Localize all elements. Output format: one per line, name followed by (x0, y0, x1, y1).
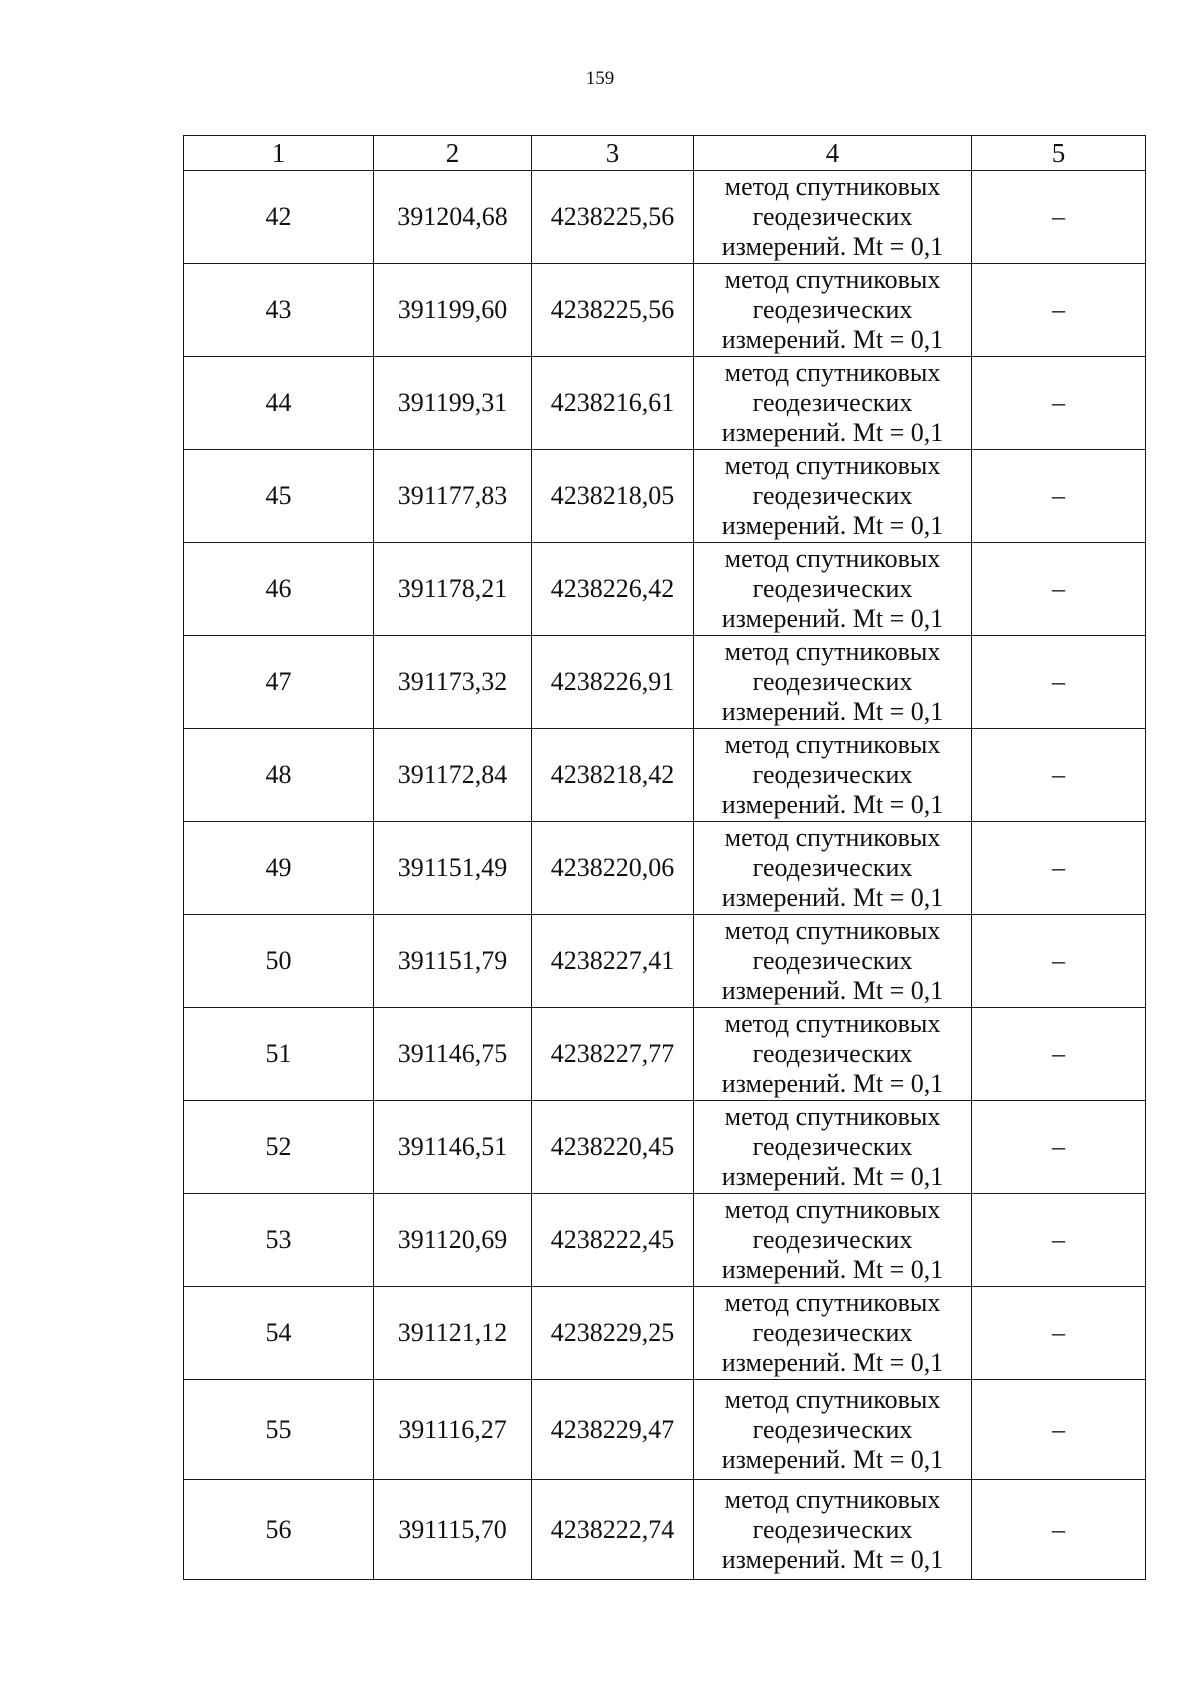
method-line: измерений. Mt = 0,1 (721, 1348, 944, 1377)
point-number-cell: 49 (184, 822, 374, 915)
method-cell (694, 357, 972, 450)
method-line: метод спутниковых (724, 451, 941, 480)
method-line: метод спутниковых (724, 637, 941, 666)
point-number-cell: 44 (184, 357, 374, 450)
x-coordinate-cell: 391177,83 (374, 450, 532, 543)
method-line: геодезических (752, 1514, 913, 1544)
method-line: метод спутниковых (724, 1102, 941, 1131)
description-cell: – (972, 264, 1146, 357)
point-number-cell: 54 (184, 1287, 374, 1380)
point-number-cell: 46 (184, 543, 374, 636)
method-cell (694, 171, 972, 264)
point-number-cell: 52 (184, 1101, 374, 1194)
y-coordinate-cell: 4238220,45 (532, 1101, 694, 1194)
y-coordinate-cell: 4238222,74 (532, 1480, 694, 1580)
x-coordinate-cell: 391151,79 (374, 915, 532, 1008)
table-row (184, 264, 1146, 357)
method-line: метод спутниковых (724, 265, 941, 294)
method-line: измерений. Mt = 0,1 (721, 604, 944, 633)
column-header-4: 4 (694, 136, 972, 171)
point-number-cell: 53 (184, 1194, 374, 1287)
method-line: геодезических (752, 1039, 913, 1068)
table-body (184, 171, 1146, 1580)
x-coordinate-cell: 391173,32 (374, 636, 532, 729)
method-line: метод спутниковых (724, 916, 941, 945)
description-cell: – (972, 822, 1146, 915)
method-line: геодезических (752, 388, 913, 417)
method-line: метод спутниковых (724, 1195, 941, 1224)
method-cell (694, 1101, 972, 1194)
table-row (184, 915, 1146, 1008)
method-line: измерений. Mt = 0,1 (721, 883, 944, 912)
coordinates-table (183, 135, 1146, 1580)
method-cell (694, 264, 972, 357)
point-number-cell: 45 (184, 450, 374, 543)
y-coordinate-cell: 4238222,45 (532, 1194, 694, 1287)
point-number-cell: 50 (184, 915, 374, 1008)
x-coordinate-cell: 391120,69 (374, 1194, 532, 1287)
y-coordinate-cell: 4238220,06 (532, 822, 694, 915)
table-row (184, 729, 1146, 822)
table-row (184, 822, 1146, 915)
point-number-cell: 55 (184, 1380, 374, 1480)
table-row (184, 450, 1146, 543)
point-number-cell: 47 (184, 636, 374, 729)
method-line: геодезических (752, 1414, 913, 1444)
method-line: измерений. Mt = 0,1 (721, 1069, 944, 1098)
method-line: геодезических (752, 574, 913, 603)
description-cell: – (972, 1194, 1146, 1287)
y-coordinate-cell: 4238218,05 (532, 450, 694, 543)
y-coordinate-cell: 4238229,25 (532, 1287, 694, 1380)
method-line: метод спутниковых (724, 1288, 941, 1317)
y-coordinate-cell: 4238218,42 (532, 729, 694, 822)
description-cell: – (972, 1380, 1146, 1480)
method-cell (694, 1194, 972, 1287)
description-cell: – (972, 1480, 1146, 1580)
description-cell: – (972, 1287, 1146, 1380)
x-coordinate-cell: 391199,60 (374, 264, 532, 357)
method-line: метод спутниковых (724, 1384, 941, 1414)
method-line: измерений. Mt = 0,1 (721, 511, 944, 540)
column-header-1: 1 (184, 136, 374, 171)
method-line: геодезических (752, 295, 913, 324)
y-coordinate-cell: 4238227,77 (532, 1008, 694, 1101)
method-cell (694, 1287, 972, 1380)
method-cell (694, 1008, 972, 1101)
table-row (184, 1194, 1146, 1287)
table-row (184, 1008, 1146, 1101)
method-line: измерений. Mt = 0,1 (721, 790, 944, 819)
method-line: геодезических (752, 946, 913, 975)
y-coordinate-cell: 4238227,41 (532, 915, 694, 1008)
table-row (184, 1380, 1146, 1480)
y-coordinate-cell: 4238225,56 (532, 264, 694, 357)
x-coordinate-cell: 391151,49 (374, 822, 532, 915)
method-line: метод спутниковых (724, 1484, 941, 1514)
column-header-3: 3 (532, 136, 694, 171)
table-row (184, 543, 1146, 636)
description-cell: – (972, 543, 1146, 636)
method-line: метод спутниковых (724, 823, 941, 852)
method-cell (694, 915, 972, 1008)
point-number-cell: 48 (184, 729, 374, 822)
method-line: геодезических (752, 853, 913, 882)
method-cell (694, 729, 972, 822)
method-cell (694, 1480, 972, 1580)
method-line: измерений. Mt = 0,1 (721, 1162, 944, 1191)
method-line: геодезических (752, 1318, 913, 1347)
x-coordinate-cell: 391146,51 (374, 1101, 532, 1194)
method-cell (694, 543, 972, 636)
x-coordinate-cell: 391116,27 (374, 1380, 532, 1480)
description-cell: – (972, 729, 1146, 822)
description-cell: – (972, 450, 1146, 543)
method-line: измерений. Mt = 0,1 (721, 697, 944, 726)
method-cell (694, 450, 972, 543)
table-row (184, 1287, 1146, 1380)
method-line: геодезических (752, 1132, 913, 1161)
description-cell: – (972, 171, 1146, 264)
description-cell: – (972, 915, 1146, 1008)
y-coordinate-cell: 4238216,61 (532, 357, 694, 450)
x-coordinate-cell: 391121,12 (374, 1287, 532, 1380)
description-cell: – (972, 636, 1146, 729)
method-line: измерений. Mt = 0,1 (721, 976, 944, 1005)
y-coordinate-cell: 4238226,91 (532, 636, 694, 729)
method-line: измерений. Mt = 0,1 (721, 1444, 944, 1474)
y-coordinate-cell: 4238226,42 (532, 543, 694, 636)
table-header-row (184, 136, 1146, 171)
method-cell (694, 1380, 972, 1480)
point-number-cell: 42 (184, 171, 374, 264)
column-header-5: 5 (972, 136, 1146, 171)
method-line: метод спутниковых (724, 358, 941, 387)
x-coordinate-cell: 391178,21 (374, 543, 532, 636)
method-cell (694, 636, 972, 729)
method-line: измерений. Mt = 0,1 (721, 418, 944, 447)
page-number: 159 (585, 68, 615, 89)
method-line: измерений. Mt = 0,1 (721, 1544, 944, 1574)
table-row (184, 357, 1146, 450)
method-line: метод спутниковых (724, 730, 941, 759)
x-coordinate-cell: 391199,31 (374, 357, 532, 450)
method-line: геодезических (752, 202, 913, 231)
description-cell: – (972, 1101, 1146, 1194)
method-line: метод спутниковых (724, 172, 941, 201)
method-line: метод спутниковых (724, 544, 941, 573)
column-header-2: 2 (374, 136, 532, 171)
point-number-cell: 43 (184, 264, 374, 357)
table-row (184, 636, 1146, 729)
method-line: геодезических (752, 667, 913, 696)
point-number-cell: 56 (184, 1480, 374, 1580)
method-line: измерений. Mt = 0,1 (721, 1255, 944, 1284)
x-coordinate-cell: 391115,70 (374, 1480, 532, 1580)
description-cell: – (972, 1008, 1146, 1101)
y-coordinate-cell: 4238225,56 (532, 171, 694, 264)
description-cell: – (972, 357, 1146, 450)
table-row (184, 1480, 1146, 1580)
table-row (184, 1101, 1146, 1194)
method-cell (694, 822, 972, 915)
method-line: геодезических (752, 1225, 913, 1254)
y-coordinate-cell: 4238229,47 (532, 1380, 694, 1480)
method-line: измерений. Mt = 0,1 (721, 232, 944, 261)
x-coordinate-cell: 391172,84 (374, 729, 532, 822)
method-line: метод спутниковых (724, 1009, 941, 1038)
method-line: геодезических (752, 481, 913, 510)
x-coordinate-cell: 391204,68 (374, 171, 532, 264)
method-line: геодезических (752, 760, 913, 789)
x-coordinate-cell: 391146,75 (374, 1008, 532, 1101)
table-row (184, 171, 1146, 264)
point-number-cell: 51 (184, 1008, 374, 1101)
method-line: измерений. Mt = 0,1 (721, 325, 944, 354)
